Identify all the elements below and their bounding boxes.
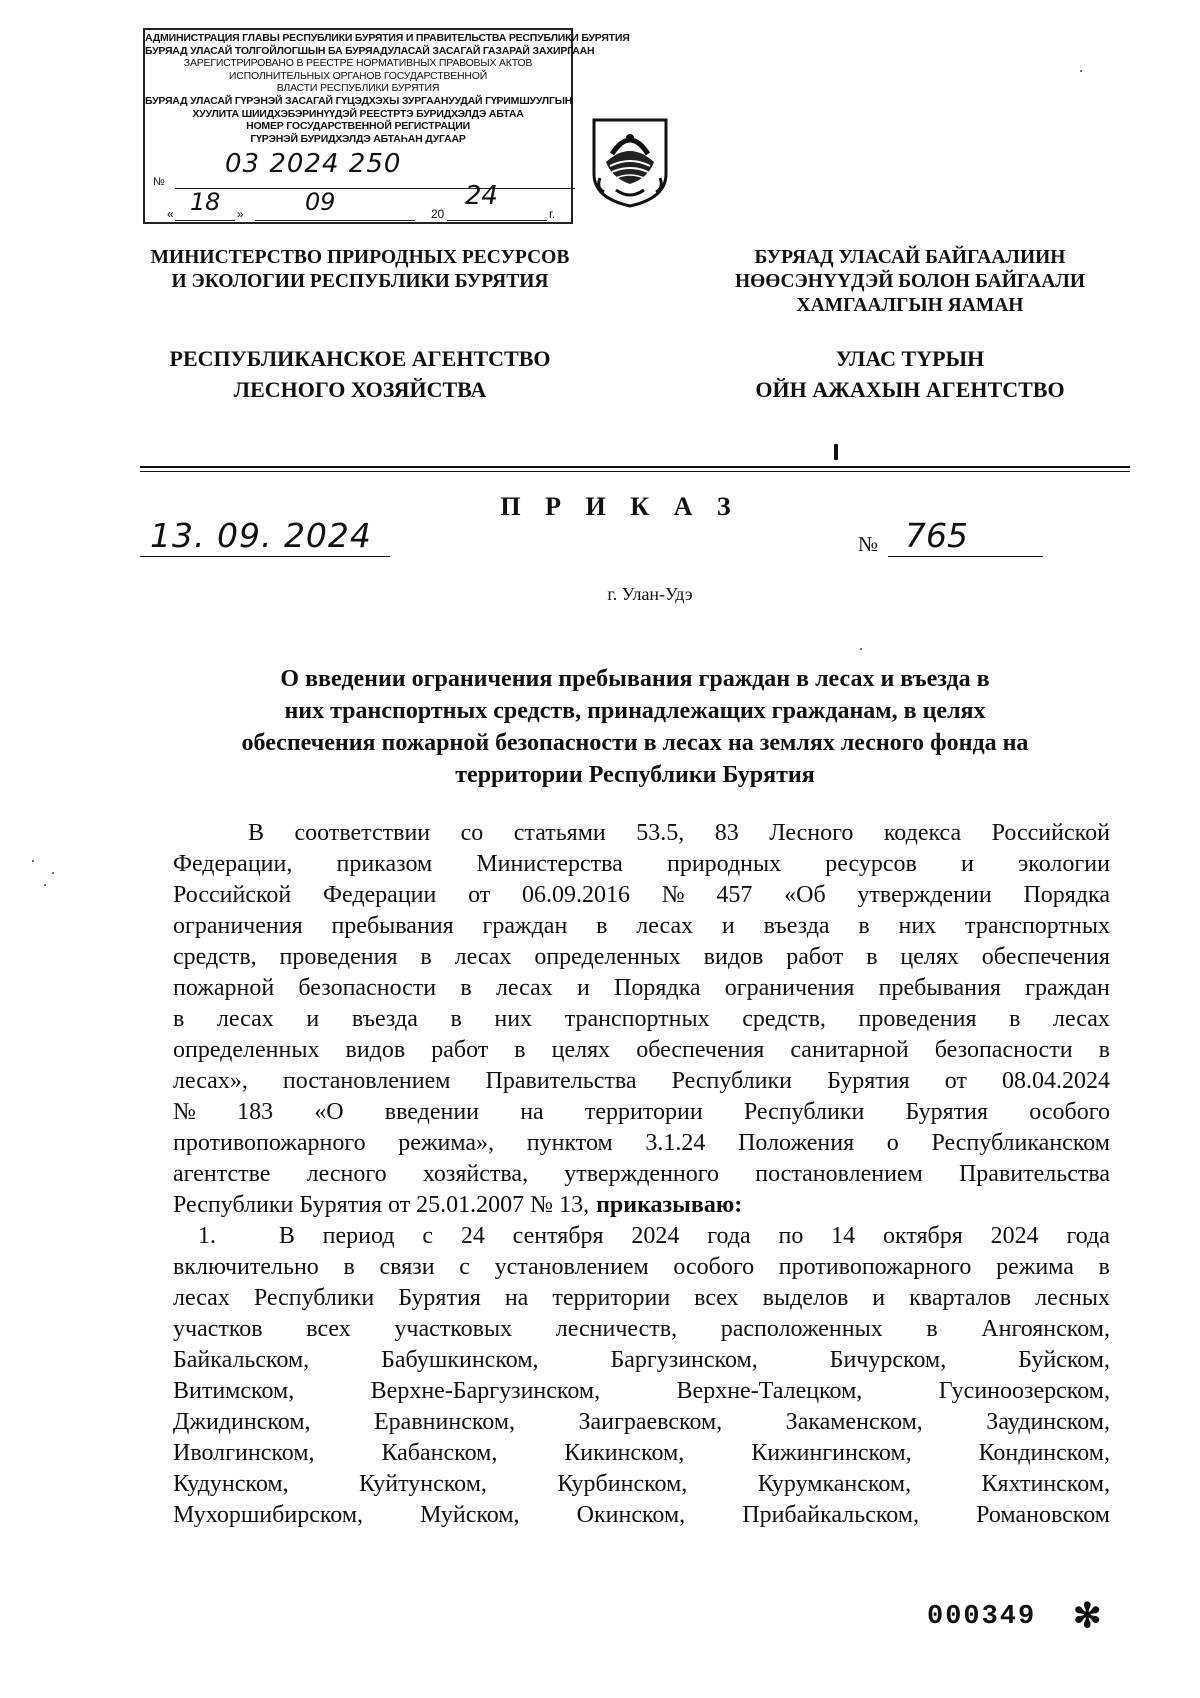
- stamp-number-underline: [175, 188, 575, 189]
- body-line: В соответствии со статьями 53.5, 83 Лесного кодекса Российской: [248, 820, 1110, 846]
- stamp-line: ГҮРЭНЭЙ БУРИДХЭЛДЭ АБТАҺАН ДУГААР: [250, 132, 466, 145]
- stamp-month: 09: [305, 188, 336, 216]
- stamp-line: БУРЯАД УЛАСАЙ ГҮРЭНЭЙ ЗАСАГАЙ ГҮЦЭДХЭХЫ ЗУРГААНУУДАЙ ГҮРИМШУУЛГЫН: [145, 94, 573, 107]
- agency-name-line: РЕСПУБЛИКАНСКОЕ АГЕНТСТВО: [169, 346, 551, 371]
- ministry-name-line: БУРЯАД УЛАСАЙ БАЙГААЛИИН: [754, 247, 1066, 268]
- item-line: лесах Республики Бурятия на территории всех выделов и кварталов лесных: [173, 1285, 1110, 1311]
- stamp-line: ХУУЛИТА ШИИДХЭБЭРИНҮҮДЭЙ РЕЕСТРТЭ БУРИДХЭЛДЭ АБТАА: [192, 107, 524, 120]
- stamp-line: ВЛАСТИ РЕСПУБЛИКИ БУРЯТИЯ: [276, 82, 440, 95]
- title-line: них транспортных средств, принадлежащих гражданам, в целях: [284, 698, 986, 724]
- ministry-name-line: НӨӨСЭНҮҮДЭЙ БОЛОН БАЙГААЛИ: [734, 271, 1086, 292]
- asterisk-mark-icon: ✻: [1073, 1598, 1102, 1635]
- scan-speck: [1080, 70, 1082, 72]
- stamp-year: 24: [465, 181, 498, 211]
- stamp-number-label: №: [153, 176, 165, 188]
- stamp-registration-number: 03 2024 250: [225, 149, 402, 179]
- order-number-handwritten: 765: [905, 516, 968, 555]
- title-line: территории Республики Бурятия: [455, 762, 815, 788]
- scan-mark: [834, 444, 838, 460]
- stamp-line: ЗАРЕГИСТРИРОВАНО В РЕЕСТРЕ НОРМАТИВНЫХ ПРАВОВЫХ АКТОВ: [183, 57, 533, 70]
- agency-name-ru: [140, 343, 580, 405]
- item-line: Витимском, Верхне-Баргузинском, Верхне-Талецком, Гусиноозерском,: [173, 1378, 1110, 1404]
- item-number: 1.: [198, 1223, 216, 1249]
- body-line: Российской Федерации от 06.09.2016 № 457 «Об утверждении Порядка: [173, 882, 1110, 908]
- item-line: Кудунском, Куйтунском, Курбинском, Курумканском, Кяхтинском,: [173, 1471, 1110, 1497]
- stamp-quote-open: «: [167, 207, 174, 221]
- body-line: лесах», постановлением Правительства Республики Бурятия от 08.04.2024: [173, 1068, 1110, 1094]
- title-line: обеспечения пожарной безопасности в лесах на землях лесного фонда на: [241, 730, 1029, 756]
- title-line: О введении ограничения пребывания граждан в лесах и въезда в: [280, 666, 990, 692]
- intro-paragraph: [173, 818, 1110, 1190]
- item-line: включительно в связи с установлением особого противопожарного режима в: [173, 1254, 1110, 1280]
- agency-name-line: ЛЕСНОГО ХОЗЯЙСТВА: [233, 377, 487, 402]
- stamp-year-underline: [447, 220, 547, 221]
- scan-speck: [860, 648, 862, 650]
- buryatia-emblem-icon: [590, 116, 670, 208]
- order-item-1: [173, 1221, 1110, 1531]
- item-line: 1. В период с 24 сентября 2024 года по 14 октября 2024 года: [173, 1221, 1110, 1252]
- stamp-year-prefix: 20: [431, 207, 444, 221]
- city-name: г. Улан-Удэ: [607, 584, 693, 604]
- body-line: противопожарного режима», пунктом 3.1.24 Положения о Республиканском: [173, 1130, 1110, 1156]
- stamp-line: АДМИНИСТРАЦИЯ ГЛАВЫ РЕСПУБЛИКИ БУРЯТИЯ И ПРАВИТЕЛЬСТВА РЕСПУБЛИКИ БУРЯТИЯ: [145, 32, 630, 44]
- date-underline: [140, 556, 390, 557]
- ministry-name-line: И ЭКОЛОГИИ РЕСПУБЛИКИ БУРЯТИЯ: [171, 271, 549, 292]
- order-word: приказываю:: [596, 1192, 743, 1218]
- registration-stamp: [143, 28, 630, 224]
- item-line: Мухоршибирском, Муйском, Окинском, Прибайкальском, Романовском: [173, 1502, 1110, 1528]
- number-underline: [888, 556, 1043, 557]
- agency-name-line: УЛАС ТҮРЫН: [835, 346, 985, 371]
- item-line: Байкальском, Бабушкинском, Баргузинском, Бичурском, Буйском,: [173, 1347, 1110, 1373]
- body-line: агентстве лесного хозяйства, утвержденного постановлением Правительства: [173, 1161, 1110, 1187]
- stamp-day: 18: [190, 188, 221, 216]
- body-line: [173, 1190, 1110, 1221]
- header-divider: [140, 466, 1130, 472]
- scan-speck: [44, 884, 46, 886]
- order-body: [173, 818, 1110, 1531]
- agency-name-line: ОЙН АЖАХЫН АГЕНТСТВО: [755, 377, 1065, 402]
- body-line: ограничения пребывания граждан в лесах и въезда в них транспортных: [173, 913, 1110, 939]
- item-line: Иволгинском, Кабанском, Кикинском, Кижингинском, Кондинском,: [173, 1440, 1110, 1466]
- stamp-line: ИСПОЛНИТЕЛЬНЫХ ОРГАНОВ ГОСУДАРСТВЕННОЙ: [228, 69, 488, 82]
- body-line: определенных видов работ в целях обеспечения санитарной безопасности в: [173, 1037, 1110, 1063]
- ministry-name-bua: [700, 246, 1120, 318]
- stamp-month-underline: [255, 220, 415, 221]
- stamp-quote-close: »: [237, 207, 244, 221]
- order-number-label: №: [858, 532, 879, 556]
- ministry-name-line: ХАМГААЛГЫН ЯАМАН: [796, 295, 1024, 316]
- sheet-number: 000349: [927, 1602, 1037, 1632]
- body-line: Федерации, приказом Министерства природных ресурсов и экологии: [173, 851, 1110, 877]
- item-line: участков всех участковых лесничеств, расположенных в Ангоянском,: [173, 1316, 1110, 1342]
- document-type-heading: П Р И К А З: [500, 492, 740, 521]
- stamp-day-underline: [175, 220, 235, 221]
- body-line: в лесах и въезда в них транспортных средств, проведения в лесах: [173, 1006, 1110, 1032]
- body-line: № 183 «О введении на территории Республики Бурятия особого: [173, 1099, 1110, 1125]
- agency-name-bua: [700, 343, 1120, 405]
- stamp-line: БУРЯАД УЛАСАЙ ТОЛГОЙЛОГШЫН БА БУРЯАДУЛАСАЙ ЗАСАГАЙ ГАЗАРАЙ ЗАХИРГААН: [145, 44, 595, 57]
- body-line-text: Республики Бурятия от 25.01.2007 № 13,: [173, 1192, 590, 1218]
- ministry-name-line: МИНИСТЕРСТВО ПРИРОДНЫХ РЕСУРСОВ: [150, 247, 570, 268]
- body-line: пожарной безопасности в лесах и Порядка ограничения пребывания граждан: [173, 975, 1110, 1001]
- body-line: средств, проведения в лесах определенных видов работ в целях обеспечения: [173, 944, 1110, 970]
- stamp-year-abbr: г.: [549, 207, 555, 221]
- order-title: [160, 663, 1110, 791]
- scan-speck: [52, 872, 54, 874]
- stamp-line: НОМЕР ГОСУДАРСТВЕННОЙ РЕГИСТРАЦИИ: [246, 120, 470, 133]
- scan-speck: [32, 860, 34, 862]
- ministry-name-ru: [140, 246, 580, 294]
- item-line: Джидинском, Еравнинском, Заиграевском, Закаменском, Заудинском,: [173, 1409, 1110, 1435]
- order-date-handwritten: 13. 09. 2024: [150, 516, 372, 555]
